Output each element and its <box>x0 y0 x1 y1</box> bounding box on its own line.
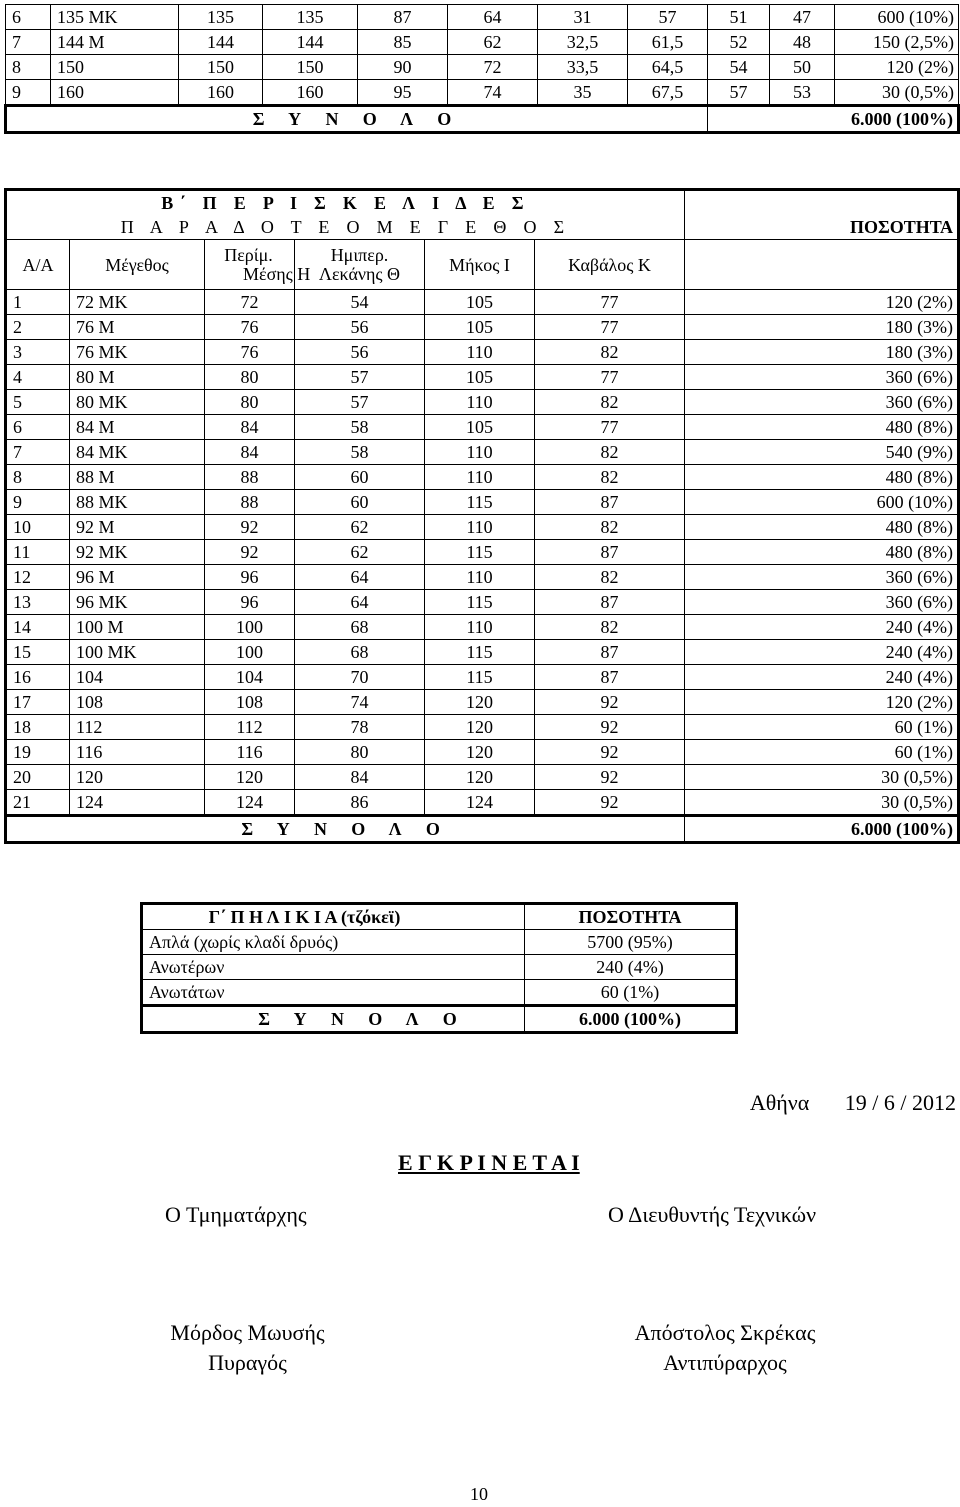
table-a-row-cell: 120 (2%) <box>835 55 959 80</box>
table-b-row-cell: 84 <box>205 440 295 465</box>
table-c-row <box>142 930 737 955</box>
table-b-row-cell: 105 <box>425 290 535 315</box>
table-a-row-cell: 95 <box>358 80 448 106</box>
table-b-row-cell: 540 (9%) <box>685 440 959 465</box>
table-a-row-cell: 74 <box>448 80 538 106</box>
table-b-row-cell: 11 <box>6 540 70 565</box>
table-b-row-cell: 105 <box>425 315 535 340</box>
table-b-row-cell: 120 (2%) <box>685 290 959 315</box>
table-a <box>4 4 960 134</box>
table-b-row-cell: 82 <box>535 340 685 365</box>
table-a-body <box>6 5 959 106</box>
table-a-row-cell: 150 (2,5%) <box>835 30 959 55</box>
city: Αθήνα <box>749 1090 810 1115</box>
table-c-row-cell: 5700 (95%) <box>525 930 737 955</box>
table-b-row-cell: 116 <box>205 740 295 765</box>
col-k: Καβάλος Κ <box>535 240 685 290</box>
col-size: Μέγεθος <box>70 240 205 290</box>
table-a-row-cell: 9 <box>6 80 51 106</box>
left-rank: Πυραγός <box>208 1350 287 1375</box>
table-c-total-row <box>142 1006 737 1033</box>
table-b-row-cell: 92 ΜΚ <box>70 540 205 565</box>
table-b-row-cell: 30 (0,5%) <box>685 790 959 816</box>
table-b-row-cell: 77 <box>535 365 685 390</box>
table-b-row-cell: 105 <box>425 415 535 440</box>
table-a-row <box>6 30 959 55</box>
table-b-row-cell: 120 (2%) <box>685 690 959 715</box>
table-b-row-cell: 60 <box>295 465 425 490</box>
table-b-row-cell: 96 <box>205 590 295 615</box>
table-b-row-cell: 100 Μ <box>70 615 205 640</box>
table-a-row-cell: 57 <box>708 80 770 106</box>
table-b-row-cell: 17 <box>6 690 70 715</box>
table-b-row-cell: 60 (1%) <box>685 715 959 740</box>
table-b-row <box>6 565 959 590</box>
table-b-row-cell: 3 <box>6 340 70 365</box>
table-b-row-cell: 120 <box>425 765 535 790</box>
table-b-row-cell: 112 <box>205 715 295 740</box>
table-b-row-cell: 12 <box>6 565 70 590</box>
table-b-row <box>6 640 959 665</box>
table-b-row <box>6 290 959 315</box>
table-a-row <box>6 5 959 30</box>
table-c-row-cell: Απλά (χωρίς κλαδί δρυός) <box>142 930 525 955</box>
table-b-row-cell: 62 <box>295 540 425 565</box>
table-b-row-cell: 115 <box>425 665 535 690</box>
table-b-row-cell: 60 <box>295 490 425 515</box>
table-b-row <box>6 540 959 565</box>
table-b-row-cell: 76 <box>205 315 295 340</box>
table-a-total-row <box>6 106 959 133</box>
table-a-row-cell: 144 <box>263 30 358 55</box>
table-b-row-cell: 240 (4%) <box>685 615 959 640</box>
table-b-row-cell: 30 (0,5%) <box>685 765 959 790</box>
table-c-quantity-header: ΠΟΣΟΤΗΤΑ <box>525 904 737 930</box>
table-b-row-cell: 80 Μ <box>70 365 205 390</box>
table-b-row-cell: 84 <box>205 415 295 440</box>
table-b-row-cell: 57 <box>295 390 425 415</box>
table-b-row-cell: 80 <box>295 740 425 765</box>
table-b-row-cell: 104 <box>205 665 295 690</box>
table-b-row-cell: 82 <box>535 390 685 415</box>
table-b-row-cell: 480 (8%) <box>685 415 959 440</box>
table-b-row <box>6 465 959 490</box>
table-a-row-cell: 47 <box>770 5 835 30</box>
col-i: Μήκος Ι <box>425 240 535 290</box>
table-a-row-cell: 51 <box>708 5 770 30</box>
table-b-row-cell: 20 <box>6 765 70 790</box>
table-b-row-cell: 9 <box>6 490 70 515</box>
table-b-row-cell: 56 <box>295 340 425 365</box>
table-b-row-cell: 88 <box>205 465 295 490</box>
table-a-row-cell: 87 <box>358 5 448 30</box>
table-b-row <box>6 590 959 615</box>
table-b-row-cell: 68 <box>295 615 425 640</box>
table-b-row-cell: 110 <box>425 615 535 640</box>
table-c-row <box>142 955 737 980</box>
table-b-row-cell: 58 <box>295 440 425 465</box>
table-b-row-cell: 87 <box>535 490 685 515</box>
table-a-row-cell: 61,5 <box>628 30 708 55</box>
table-a-row-cell: 32,5 <box>538 30 628 55</box>
table-b-row-cell: 82 <box>535 440 685 465</box>
table-a-row-cell: 85 <box>358 30 448 55</box>
table-c-body <box>142 930 737 1006</box>
table-a-row-cell: 600 (10%) <box>835 5 959 30</box>
table-b-row-cell: 88 Μ <box>70 465 205 490</box>
table-b-row-cell: 87 <box>535 540 685 565</box>
table-b-row-cell: 7 <box>6 440 70 465</box>
col-h-line1: Περίμ. <box>224 244 273 265</box>
table-a-total-label: Σ Υ Ν Ο Λ Ο <box>6 106 708 133</box>
table-b-row-cell: 115 <box>425 590 535 615</box>
table-a-row-cell: 135 <box>263 5 358 30</box>
table-b-row-cell: 110 <box>425 340 535 365</box>
table-b-row-cell: 360 (6%) <box>685 365 959 390</box>
table-b-row <box>6 690 959 715</box>
table-a-row-cell: 7 <box>6 30 51 55</box>
table-a-row-cell: 135 <box>179 5 263 30</box>
approval-heading: Ε Γ Κ Ρ Ι Ν Ε Τ Α Ι <box>398 1150 580 1175</box>
table-b-row-cell: 87 <box>535 640 685 665</box>
table-b-row-cell: 13 <box>6 590 70 615</box>
table-b-row-cell: 16 <box>6 665 70 690</box>
table-b-title: Β΄ Π Ε Ρ Ι Σ Κ Ε Λ Ι Δ Ε Σ <box>6 190 685 216</box>
table-b-row-cell: 96 ΜΚ <box>70 590 205 615</box>
table-b-row-cell: 82 <box>535 565 685 590</box>
table-b-row-cell: 80 <box>205 390 295 415</box>
right-role: Ο Διευθυντής Τεχνικών <box>608 1202 817 1227</box>
table-b-row-cell: 2 <box>6 315 70 340</box>
table-b-row-cell: 54 <box>295 290 425 315</box>
table-b-row <box>6 390 959 415</box>
table-b-row <box>6 440 959 465</box>
col-th-line2: Λεκάνης Θ <box>318 263 401 284</box>
table-a-row-cell: 150 <box>179 55 263 80</box>
table-b-row-cell: 84 <box>295 765 425 790</box>
table-b-row-cell: 4 <box>6 365 70 390</box>
left-role: Ο Τμηματάρχης <box>165 1202 307 1227</box>
table-b-row-cell: 92 <box>535 690 685 715</box>
table-b-row-cell: 124 <box>425 790 535 816</box>
table-b-row-cell: 124 <box>70 790 205 816</box>
table-b-row-cell: 64 <box>295 590 425 615</box>
table-b-row <box>6 740 959 765</box>
table-b-row-cell: 56 <box>295 315 425 340</box>
table-b-row-cell: 115 <box>425 640 535 665</box>
table-b-row-cell: 120 <box>425 690 535 715</box>
table-b-row-cell: 77 <box>535 290 685 315</box>
table-b-row-cell: 92 <box>535 740 685 765</box>
table-a-row <box>6 80 959 106</box>
table-b-row-cell: 240 (4%) <box>685 665 959 690</box>
table-b-row-cell: 105 <box>425 365 535 390</box>
table-c-title: Γ΄ Π Η Λ Ι Κ Ι Α (τζόκεϊ) <box>142 904 525 930</box>
table-a-row-cell: 31 <box>538 5 628 30</box>
table-b-row <box>6 765 959 790</box>
table-b-row-cell: 68 <box>295 640 425 665</box>
col-th <box>295 240 425 290</box>
col-h <box>205 240 311 290</box>
table-b-row-cell: 77 <box>535 415 685 440</box>
table-c-row-cell: 60 (1%) <box>525 980 737 1006</box>
left-name: Μόρδος Μωυσής <box>170 1320 325 1345</box>
table-c <box>140 902 738 1034</box>
page-number: 10 <box>470 1484 488 1504</box>
table-c-row-cell: Ανωτάτων <box>142 980 525 1006</box>
table-a-row-cell: 6 <box>6 5 51 30</box>
table-b-row-cell: 120 <box>205 765 295 790</box>
table-b-row-cell: 110 <box>425 440 535 465</box>
table-b-row-cell: 87 <box>535 590 685 615</box>
table-b-row-cell: 108 <box>205 690 295 715</box>
table-b-row-cell: 76 <box>205 340 295 365</box>
place-date <box>750 1090 956 1116</box>
table-b-row-cell: 21 <box>6 790 70 816</box>
table-a-row-cell: 48 <box>770 30 835 55</box>
table-b-row-cell: 360 (6%) <box>685 590 959 615</box>
table-b-row-cell: 76 Μ <box>70 315 205 340</box>
table-b-row-cell: 72 <box>205 290 295 315</box>
table-b-row-cell: 1 <box>6 290 70 315</box>
table-b-row-cell: 84 ΜΚ <box>70 440 205 465</box>
table-c-row-cell: 240 (4%) <box>525 955 737 980</box>
table-b-row <box>6 665 959 690</box>
table-b-row-cell: 19 <box>6 740 70 765</box>
table-b-row-cell: 82 <box>535 465 685 490</box>
table-a-row-cell: 50 <box>770 55 835 80</box>
table-b-row-cell: 14 <box>6 615 70 640</box>
table-b-row-cell: 112 <box>70 715 205 740</box>
table-a-row-cell: 160 <box>263 80 358 106</box>
col-aa: Α/Α <box>6 240 70 290</box>
right-signatory <box>610 1318 840 1378</box>
table-c-row <box>142 980 737 1006</box>
table-b-total-value: 6.000 (100%) <box>685 816 959 843</box>
table-a-row-cell: 90 <box>358 55 448 80</box>
table-a-row-cell: 8 <box>6 55 51 80</box>
table-b-row-cell: 480 (8%) <box>685 465 959 490</box>
table-b-row <box>6 490 959 515</box>
table-b-row-cell: 82 <box>535 515 685 540</box>
table-b-row-cell: 96 <box>205 565 295 590</box>
table-b-row-cell: 92 Μ <box>70 515 205 540</box>
table-a-row-cell: 35 <box>538 80 628 106</box>
table-b-row-cell: 96 Μ <box>70 565 205 590</box>
table-b <box>4 188 960 844</box>
table-b-row-cell: 92 <box>205 515 295 540</box>
table-a-row-cell: 64 <box>448 5 538 30</box>
table-b-row-cell: 8 <box>6 465 70 490</box>
table-b-row-cell: 18 <box>6 715 70 740</box>
table-b-row <box>6 365 959 390</box>
table-b-row-cell: 72 ΜΚ <box>70 290 205 315</box>
table-a-row-cell: 64,5 <box>628 55 708 80</box>
table-b-row-cell: 104 <box>70 665 205 690</box>
table-b-row-cell: 92 <box>205 540 295 565</box>
table-a-row-cell: 144 <box>179 30 263 55</box>
table-b-row-cell: 100 <box>205 640 295 665</box>
table-b-row-cell: 10 <box>6 515 70 540</box>
table-b-row-cell: 180 (3%) <box>685 315 959 340</box>
table-b-row-cell: 240 (4%) <box>685 640 959 665</box>
table-b-row-cell: 87 <box>535 665 685 690</box>
table-b-total-label: Σ Υ Ν Ο Λ Ο <box>6 816 685 843</box>
table-b-row-cell: 15 <box>6 640 70 665</box>
table-b-row <box>6 615 959 640</box>
table-a-row-cell: 150 <box>263 55 358 80</box>
table-b-row <box>6 515 959 540</box>
left-signatory <box>150 1318 345 1378</box>
table-b-row-cell: 70 <box>295 665 425 690</box>
table-a-row-cell: 30 (0,5%) <box>835 80 959 106</box>
table-b-row-cell: 80 <box>205 365 295 390</box>
table-a-total-value: 6.000 (100%) <box>708 106 959 133</box>
table-a-row-cell: 67,5 <box>628 80 708 106</box>
table-b-row-cell: 116 <box>70 740 205 765</box>
table-c-row-cell: Ανωτέρων <box>142 955 525 980</box>
table-a-row-cell: 53 <box>770 80 835 106</box>
table-b-row-cell: 57 <box>295 365 425 390</box>
table-b-row-cell: 88 ΜΚ <box>70 490 205 515</box>
table-b-row <box>6 715 959 740</box>
table-b-subtitle: Π Α Ρ Α Δ Ο Τ Ε Ο Μ Ε Γ Ε Θ Ο Σ <box>6 215 685 240</box>
table-a-row-cell: 62 <box>448 30 538 55</box>
table-b-row-cell: 82 <box>535 615 685 640</box>
table-b-total-row <box>6 816 959 843</box>
table-a-row <box>6 55 959 80</box>
table-b-row-cell: 108 <box>70 690 205 715</box>
table-b-row <box>6 340 959 365</box>
table-c-total-value: 6.000 (100%) <box>525 1006 737 1033</box>
table-b-row-cell: 100 ΜΚ <box>70 640 205 665</box>
table-b-row-cell: 360 (6%) <box>685 565 959 590</box>
table-a-row-cell: 160 <box>179 80 263 106</box>
table-b-row-cell: 180 (3%) <box>685 340 959 365</box>
table-b-row-cell: 64 <box>295 565 425 590</box>
table-b-row <box>6 790 959 816</box>
table-b-row-cell: 88 <box>205 490 295 515</box>
table-a-row-cell: 54 <box>708 55 770 80</box>
table-b-row-cell: 124 <box>205 790 295 816</box>
table-b-row-cell: 110 <box>425 465 535 490</box>
table-a-row-cell: 160 <box>51 80 179 106</box>
table-b-body <box>6 290 959 816</box>
table-b-row-cell: 120 <box>70 765 205 790</box>
table-b-quantity-header: ΠΟΣΟΤΗΤΑ <box>685 215 959 240</box>
col-h-line2: Μέσης Η <box>243 263 311 284</box>
table-b-row-cell: 115 <box>425 540 535 565</box>
table-b-row-cell: 58 <box>295 415 425 440</box>
table-b-row-cell: 120 <box>425 740 535 765</box>
table-a-row-cell: 72 <box>448 55 538 80</box>
table-b-row-cell: 80 ΜΚ <box>70 390 205 415</box>
table-b-row-cell: 86 <box>295 790 425 816</box>
table-a-row-cell: 33,5 <box>538 55 628 80</box>
table-a-row-cell: 150 <box>51 55 179 80</box>
table-b-row-cell: 74 <box>295 690 425 715</box>
table-b-row-cell: 92 <box>535 765 685 790</box>
table-b-row-cell: 480 (8%) <box>685 540 959 565</box>
col-th-line1: Ημιπερ. <box>330 244 389 265</box>
table-b-row-cell: 60 (1%) <box>685 740 959 765</box>
table-b-row-cell: 480 (8%) <box>685 515 959 540</box>
table-b-row-cell: 78 <box>295 715 425 740</box>
right-rank: Αντιπύραρχος <box>663 1350 787 1375</box>
right-name: Απόστολος Σκρέκας <box>634 1320 816 1345</box>
table-a-row-cell: 57 <box>628 5 708 30</box>
table-b-row <box>6 315 959 340</box>
table-a-row-cell: 144 Μ <box>51 30 179 55</box>
table-b-row-cell: 110 <box>425 565 535 590</box>
table-b-row-cell: 92 <box>535 715 685 740</box>
table-b-row-cell: 600 (10%) <box>685 490 959 515</box>
table-b-row-cell: 76 ΜΚ <box>70 340 205 365</box>
date: 19 / 6 / 2012 <box>844 1090 956 1115</box>
table-b-row-cell: 110 <box>425 515 535 540</box>
table-b-row-cell: 115 <box>425 490 535 515</box>
table-a-row-cell: 52 <box>708 30 770 55</box>
table-b-row-cell: 77 <box>535 315 685 340</box>
table-b-row-cell: 92 <box>535 790 685 816</box>
table-b-row-cell: 110 <box>425 390 535 415</box>
table-b-row-cell: 62 <box>295 515 425 540</box>
table-b-row <box>6 415 959 440</box>
table-b-row-cell: 5 <box>6 390 70 415</box>
table-b-row-cell: 360 (6%) <box>685 390 959 415</box>
table-b-row-cell: 6 <box>6 415 70 440</box>
table-b-row-cell: 84 Μ <box>70 415 205 440</box>
table-c-total-label: Σ Υ Ν Ο Λ Ο <box>142 1006 525 1033</box>
table-b-row-cell: 100 <box>205 615 295 640</box>
table-a-row-cell: 135 ΜΚ <box>51 5 179 30</box>
table-b-row-cell: 120 <box>425 715 535 740</box>
